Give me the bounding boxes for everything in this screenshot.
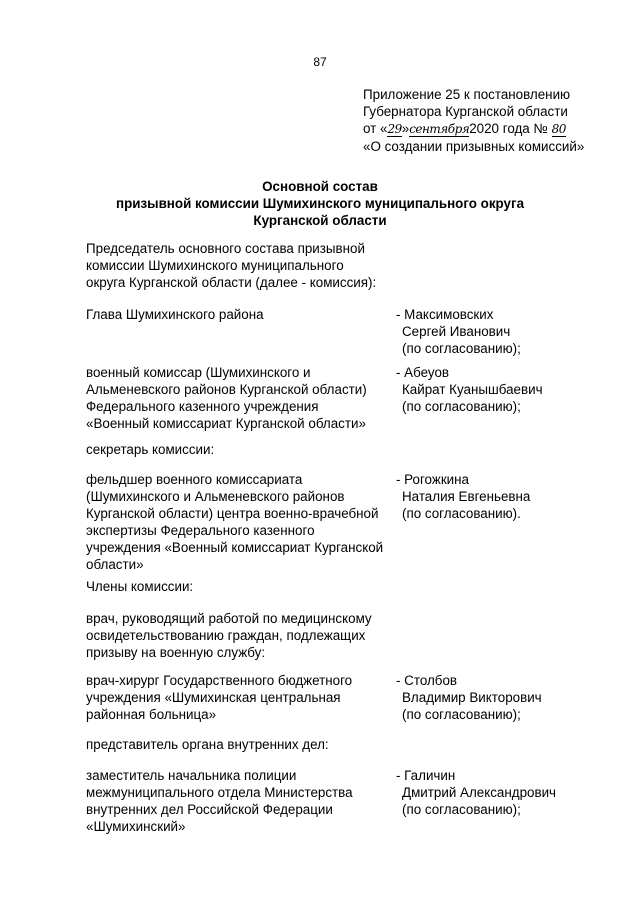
doctor-heading (86, 610, 606, 661)
doctor-heading-line: освидетельствованию граждан, подлежащих (86, 628, 366, 643)
member-name (396, 471, 606, 522)
name-line: - Абеуов (396, 365, 450, 380)
member-role (86, 767, 396, 835)
role-line: учреждения «Шумихинская центральная (86, 690, 341, 705)
name-line: Кайрат Куанышбаевич (402, 382, 543, 397)
appendix-line-4: «О создании призывных комиссий» (363, 139, 585, 154)
doctor-heading-line: призыву на военную службу: (86, 645, 266, 660)
role-line: области» (86, 557, 144, 572)
name-line: - Галичин (396, 768, 456, 783)
date-prefix: от « (363, 121, 388, 136)
member-name (396, 364, 606, 415)
member-role (86, 672, 396, 723)
member-name (396, 672, 606, 723)
members-heading: Члены комиссии: (86, 579, 194, 594)
role-line: районная больница» (86, 707, 217, 722)
name-line: (по согласованию); (402, 341, 521, 356)
heading-line-1: Основной состав (262, 179, 378, 194)
chair-heading-line: комиссии Шумихинского муниципального (86, 258, 344, 273)
heading-line-2: призывной комиссии Шумихинского муниципального округа (115, 196, 525, 211)
name-line: Владимир Викторович (402, 690, 542, 705)
role-line: заместитель начальника полиции (86, 768, 297, 783)
chair-heading-line: Председатель основного состава призывной (86, 241, 365, 256)
handwritten-day: 29 (387, 122, 402, 136)
role-line: «Шумихинский» (86, 819, 186, 834)
role-line: межмуниципального отдела Министерства (86, 785, 353, 800)
document-heading (0, 178, 640, 229)
role-line: «Военный комиссариат Курганской области» (86, 416, 366, 431)
member-role (86, 364, 396, 432)
appendix-line-1: Приложение 25 к постановлению (363, 87, 571, 102)
role-line: Альменевского районов Курганской области) (86, 382, 367, 397)
name-line: (по согласованию); (402, 802, 521, 817)
secretary-heading: секретарь комиссии: (86, 442, 215, 457)
member-name (396, 306, 606, 357)
name-line: (по согласованию). (402, 506, 521, 521)
name-line: (по согласованию); (402, 707, 521, 722)
page-number: 87 (313, 55, 327, 69)
name-line: (по согласованию); (402, 399, 521, 414)
member-role (86, 471, 396, 573)
heading-line-3: Курганской области (253, 213, 387, 228)
role-line: Курганской области) центра военно-врачебной (86, 506, 379, 521)
role-line: экспертизы Федерального казенного (86, 523, 315, 538)
name-line: - Столбов (396, 673, 458, 688)
name-line: Сергей Иванович (402, 324, 511, 339)
handwritten-number: 80 (551, 122, 566, 136)
name-line: Наталия Евгеньевна (402, 489, 531, 504)
date-quote: » (401, 121, 410, 136)
handwritten-month: сентября (409, 122, 470, 136)
name-line: Дмитрий Александрович (402, 785, 557, 800)
role-line: (Шумихинского и Альменевского районов (86, 489, 345, 504)
role-line: Федерального казенного учреждения (86, 399, 319, 414)
member-role (86, 306, 396, 323)
appendix-line-2: Губернатора Курганской области (363, 104, 568, 119)
appendix-line-3 (363, 120, 633, 138)
chair-heading (86, 240, 606, 291)
role-line: военный комиссар (Шумихинского и (86, 365, 311, 380)
role-line: фельдшер военного комиссариата (86, 472, 303, 487)
chair-heading-line: округа Курганской области (далее - комиссия): (86, 275, 377, 290)
role-line: Глава Шумихинского района (86, 307, 264, 322)
role-line: внутренних дел Российской Федерации (86, 802, 333, 817)
role-line: врач-хирург Государственного бюджетного (86, 673, 353, 688)
role-line: учреждения «Военный комиссариат Курганской (86, 540, 384, 555)
date-year: 2020 года № (469, 121, 548, 136)
member-name (396, 767, 606, 818)
police-heading: представитель органа внутренних дел: (86, 737, 329, 752)
appendix-block (363, 86, 633, 155)
name-line: - Максимовских (396, 307, 494, 322)
name-line: - Рогожкина (396, 472, 469, 487)
doctor-heading-line: врач, руководящий работой по медицинскому (86, 611, 372, 626)
